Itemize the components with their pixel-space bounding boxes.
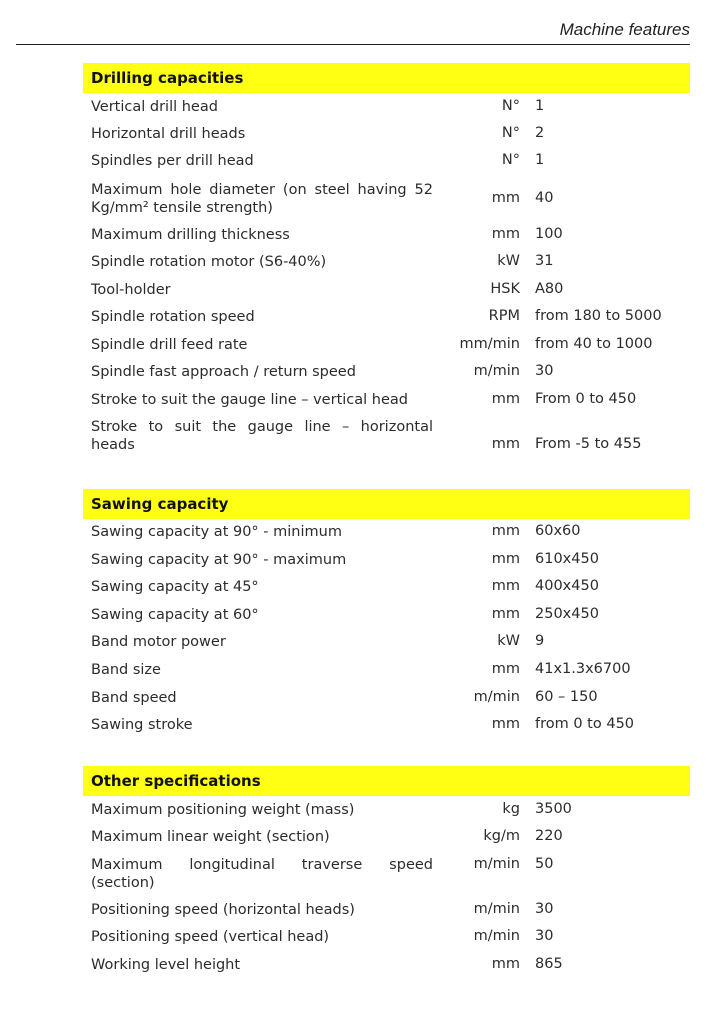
- spec-row: [83, 250, 690, 278]
- spec-desc: Spindle rotation motor (S6-40%): [91, 254, 327, 270]
- spec-unit: mm: [491, 436, 520, 452]
- spec-row: [83, 519, 690, 547]
- spec-desc: Working level height: [91, 957, 241, 973]
- spec-row: [83, 121, 690, 149]
- spec-value: 40: [535, 190, 554, 206]
- spec-value: from 180 to 5000: [535, 308, 662, 324]
- spec-unit: mm: [491, 391, 520, 407]
- spec-unit: m/min: [473, 856, 520, 872]
- spec-row: [83, 630, 690, 658]
- spec-row: [83, 953, 690, 981]
- spec-unit: N°: [501, 152, 520, 168]
- spec-value: 60x60: [535, 523, 581, 539]
- spec-desc: Spindles per drill head: [91, 153, 254, 169]
- spec-value: from 0 to 450: [535, 716, 635, 732]
- spec-unit: mm/min: [459, 336, 520, 352]
- spec-value: 250x450: [535, 606, 599, 622]
- spec-value: 1: [535, 98, 545, 114]
- spec-desc: Spindle drill feed rate: [91, 337, 248, 353]
- section-title: Sawing capacity: [83, 489, 690, 519]
- spec-row: [83, 176, 690, 223]
- spec-row: [83, 796, 690, 824]
- section-title: Drilling capacities: [83, 63, 690, 93]
- spec-unit: mm: [491, 716, 520, 732]
- spec-unit: RPM: [488, 308, 520, 324]
- page-title: Machine features: [559, 20, 690, 39]
- spec-value: 2: [535, 125, 545, 141]
- spec-desc: Sawing capacity at 45°: [91, 579, 259, 595]
- spec-value: from 40 to 1000: [535, 336, 653, 352]
- spec-desc: Spindle fast approach / return speed: [91, 364, 356, 380]
- spec-table: [83, 93, 690, 459]
- spec-unit: mm: [491, 523, 520, 539]
- spec-desc: Band size: [91, 662, 161, 678]
- spec-unit: m/min: [473, 689, 520, 705]
- spec-row: [83, 658, 690, 686]
- spec-value: From 0 to 450: [535, 391, 637, 407]
- spec-value: 100: [535, 226, 563, 242]
- spec-unit: mm: [491, 661, 520, 677]
- section-title: Other specifications: [83, 766, 690, 796]
- spec-unit: m/min: [473, 901, 520, 917]
- spec-row: [83, 305, 690, 333]
- spec-table: [83, 796, 690, 981]
- spec-unit: mm: [491, 226, 520, 242]
- spec-unit: mm: [491, 578, 520, 594]
- spec-row: [83, 333, 690, 360]
- spec-desc: Sawing capacity at 60°: [91, 607, 259, 623]
- spec-desc: Stroke to suit the gauge line – horizontal heads: [91, 419, 433, 453]
- spec-desc: Sawing capacity at 90° - maximum: [91, 552, 347, 568]
- spec-row: [83, 360, 690, 388]
- spec-row: [83, 547, 690, 575]
- spec-desc: Tool-holder: [91, 282, 171, 298]
- spec-row: [83, 925, 690, 953]
- spec-unit: m/min: [473, 928, 520, 944]
- section-drilling-capacities: [83, 63, 690, 459]
- spec-row: [83, 686, 690, 713]
- spec-value: 1: [535, 152, 545, 168]
- spec-desc: Stroke to suit the gauge line – vertical head: [91, 392, 408, 408]
- spec-desc: Maximum longitudinal traverse speed (section): [91, 857, 433, 891]
- spec-row: [83, 575, 690, 603]
- spec-table: [83, 519, 690, 741]
- spec-row: [83, 93, 690, 121]
- spec-unit: kg: [502, 801, 520, 817]
- spec-desc: Vertical drill head: [91, 99, 218, 115]
- spec-value: 30: [535, 901, 554, 917]
- spec-desc: Spindle rotation speed: [91, 309, 255, 325]
- spec-desc: Maximum linear weight (section): [91, 829, 330, 845]
- spec-value: 610x450: [535, 551, 599, 567]
- spec-desc: Maximum hole diameter (on steel having 52 Kg/mm² tensile strength): [91, 182, 433, 216]
- spec-desc: Maximum positioning weight (mass): [91, 802, 355, 818]
- spec-value: 31: [535, 253, 554, 269]
- spec-row: [83, 713, 690, 741]
- spec-desc: Sawing stroke: [91, 717, 193, 733]
- spec-desc: Band motor power: [91, 634, 226, 650]
- section-sawing-capacity: [83, 489, 690, 741]
- spec-unit: mm: [491, 190, 520, 206]
- spec-value: A80: [535, 281, 564, 297]
- spec-unit: kW: [497, 633, 520, 649]
- spec-desc: Sawing capacity at 90° - minimum: [91, 524, 342, 540]
- spec-desc: Maximum drilling thickness: [91, 227, 290, 243]
- spec-desc: Horizontal drill heads: [91, 126, 246, 142]
- spec-value: 30: [535, 928, 554, 944]
- spec-desc: Positioning speed (vertical head): [91, 929, 330, 945]
- spec-value: 9: [535, 633, 545, 649]
- spec-unit: mm: [491, 956, 520, 972]
- spec-row: [83, 149, 690, 176]
- spec-unit: HSK: [490, 281, 520, 297]
- spec-value: 3500: [535, 801, 572, 817]
- spec-unit: mm: [491, 606, 520, 622]
- spec-row: [83, 898, 690, 925]
- spec-unit: mm: [491, 551, 520, 567]
- spec-value: 41x1.3x6700: [535, 661, 631, 677]
- spec-row: [83, 824, 690, 852]
- spec-value: 60 – 150: [535, 689, 598, 705]
- spec-row: [83, 415, 690, 459]
- spec-unit: m/min: [473, 363, 520, 379]
- spec-row: [83, 278, 690, 305]
- spec-value: 220: [535, 828, 563, 844]
- spec-value: From -5 to 455: [535, 436, 642, 452]
- spec-row: [83, 603, 690, 630]
- page-header: [16, 18, 690, 45]
- spec-row: [83, 223, 690, 250]
- spec-value: 400x450: [535, 578, 599, 594]
- spec-value: 30: [535, 363, 554, 379]
- spec-desc: Band speed: [91, 690, 177, 706]
- spec-desc: Positioning speed (horizontal heads): [91, 902, 355, 918]
- spec-unit: kW: [497, 253, 520, 269]
- spec-unit: kg/m: [483, 828, 520, 844]
- spec-value: 865: [535, 956, 563, 972]
- spec-row: [83, 852, 690, 898]
- section-other-specifications: [83, 766, 690, 981]
- spec-row: [83, 388, 690, 415]
- spec-unit: N°: [501, 125, 520, 141]
- spec-unit: N°: [501, 98, 520, 114]
- spec-value: 50: [535, 856, 554, 872]
